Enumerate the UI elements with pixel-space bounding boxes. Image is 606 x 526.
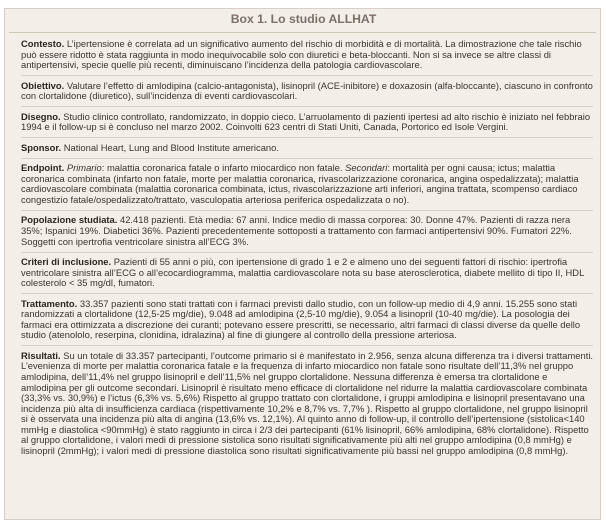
title-divider <box>9 32 596 33</box>
section-label: Obiettivo. <box>21 79 65 91</box>
section-obiettivo <box>21 81 593 107</box>
section-risultati <box>21 351 593 461</box>
endpoint-secondary-label: Secondari <box>345 162 388 174</box>
endpoint-primary-label: Primario <box>66 162 102 174</box>
section-text: L’ipertensione è correlata ad un significativo aumento del rischio di morbidità e di mortalità. La dimostrazione che tale rischio può essere ridotto è stata raggiunta in modo inequivocabile solo con diuretici e beta-bloccanti. Non si sa invece se altre classi di antipertensivi, specie quelle più recenti, diminuiscano l’incidenza della patologia cardiovascolare. <box>21 38 582 71</box>
section-sponsor <box>21 143 593 159</box>
endpoint-primary-text: : malattia coronarica fatale o infarto miocardico non fatale. <box>101 162 346 174</box>
section-label: Popolazione studiata. <box>21 214 118 226</box>
section-contesto <box>21 39 593 76</box>
section-disegno <box>21 112 593 138</box>
section-label: Disegno. <box>21 110 61 122</box>
section-label: Risultati. <box>21 349 61 361</box>
section-label: Criteri di inclusione. <box>21 256 112 268</box>
section-label: Trattamento. <box>21 297 78 309</box>
box-content <box>21 39 593 465</box>
endpoint-secondary-text: : mortalità per ogni causa; ictus; malattia coronarica combinata (infarto non fatale, morte per malattia coronarica, rivascolarizzazione coronarica, angina ospedalizzata); malattia cardiovascolare combinata (malattia coronarica combinata, ictus, rivascolarizzazione arti inferiori, angina trattata, scompenso cardiaco congestizio fatale/ospedalizzato/trattato, vasculopatia arteriosa periferica ospedalizzata o no). <box>21 162 579 205</box>
section-text: 33.357 pazienti sono stati trattati con i farmaci previsti dallo studio, con un follow-up medio di 4,9 anni. 15.255 sono stati randomizzati a clortalidone (12,5-25 mg/die), 9.048 ad amlodipina (2,5-10 mg/die), 9.054 a lisinopril (10-40 mg/die). La posologia dei farmaci era ottimizzata a discrezione dei curanti; potevano essere prescritti, se necessario, altri farmaci di classi diverse da quelle dello studio (atenololo, reserpina, clonidina, idralazina) al fine di giungere al controllo della pressione arteriosa. <box>21 297 581 341</box>
section-text: Pazienti di 55 anni o più, con ipertensione di grado 1 e 2 e almeno uno dei seguenti fattori di rischio: ipertrofia ventricolare sinistra all’ECG o all’ecocardiogramma, malattia cardiovascolare nota su base aterosclerotica, diabete mellito di tipo II, HDL colesterolo < 35 mg/dl, fumatori. <box>21 256 584 289</box>
section-trattamento <box>21 299 593 347</box>
section-endpoint <box>21 163 593 211</box>
section-text: Valutare l’effetto di amlodipina (calcio-antagonista), lisinopril (ACE-inibitore) e doxazosin (alfa-bloccante), ciascuno in confronto con clortalidone (diuretico), sull’incidenza di eventi cardiovascolari. <box>21 79 593 102</box>
section-text: 42.418 pazienti. Età media: 67 anni. Indice medio di massa corporea: 30. Donne 47%. Pazienti di razza nera 35%; Ispanici 19%. Diabetici 36%. Pazienti precedentemente sottoposti a trattamento con farmaci antipertensivi 90%. Fumatori 22%. Soggetti con ipertrofia ventricolare sinistra all’ECG 3%. <box>21 214 572 247</box>
section-text: Su un totale di 33.357 partecipanti, l’outcome primario si è manifestato in 2.956, senza alcuna differenza tra i diversi trattamenti. L’evenienza di morte per malattia coronarica fatale e la frequenza di infarto miocardico non fatale sono risultate dell’11,3% nel gruppo amlodipina, dell’11,4% nel gruppo lisinopril e dell’11,5% nel gruppo clortalidone. Nessuna differenza è emersa tra clortalidone e amlodipina per gli outcome secondari. Lisinopril è risultato meno efficace di clortalidone nel ridurre la malattia cardiovascolare combinata (33,3% vs. 30,9%) e l’ictus (6,3% vs. 5,6%) Rispetto al gruppo trattato con clortalidone, i gruppi amlodipina e lisinopril presentavano una incidenza più alta di insufficienza cardiaca (rispettivamente 10,2% e 8,7% vs. 7,7% ). Rispetto al gruppo clortalidone, nel gruppo lisinopril si è osservata una incidenza più alta di angina (13,6% vs. 12,1%). Al quinto anno di follow-up, il controllo dell’ipertensione (sistolica<140 mmHg e diastolica <90mmHg) è stato raggiunto in circa i 2/3 dei partecipanti (61% lisinopril, 66% amlodipina, 68% clortalidone). Rispetto al gruppo clortalidone, i valori medi di pressione sistolica sono risultati significativamente più alti nel gruppo amlodipina (0,8 mmHg) e lisinopril (2mmHg); i valori medi di pressione diastolica sono risultati significativamente più bassi nel gruppo amlodipina (0,8 mmHg). <box>21 349 594 456</box>
section-label: Contesto. <box>21 38 65 49</box>
section-popolazione <box>21 215 593 252</box>
section-label: Endpoint. <box>21 162 65 174</box>
box-title: Box 1. Lo studio ALLHAT <box>230 12 377 26</box>
section-label: Sponsor. <box>21 141 62 153</box>
section-text: National Heart, Lung and Blood Institute americano. <box>61 141 279 153</box>
section-text: Studio clinico controllato, randomizzato, in doppio cieco. L’arruolamento di pazienti ipertesi ad alto rischio è iniziato nel febbraio 1994 e il follow-up si è concluso nel marzo 2002. Coinvolti 623 centri di Stati Uniti, Canada, Portorico ed Isole Vergini. <box>21 110 591 133</box>
info-box <box>4 8 601 520</box>
section-criteri <box>21 257 593 294</box>
